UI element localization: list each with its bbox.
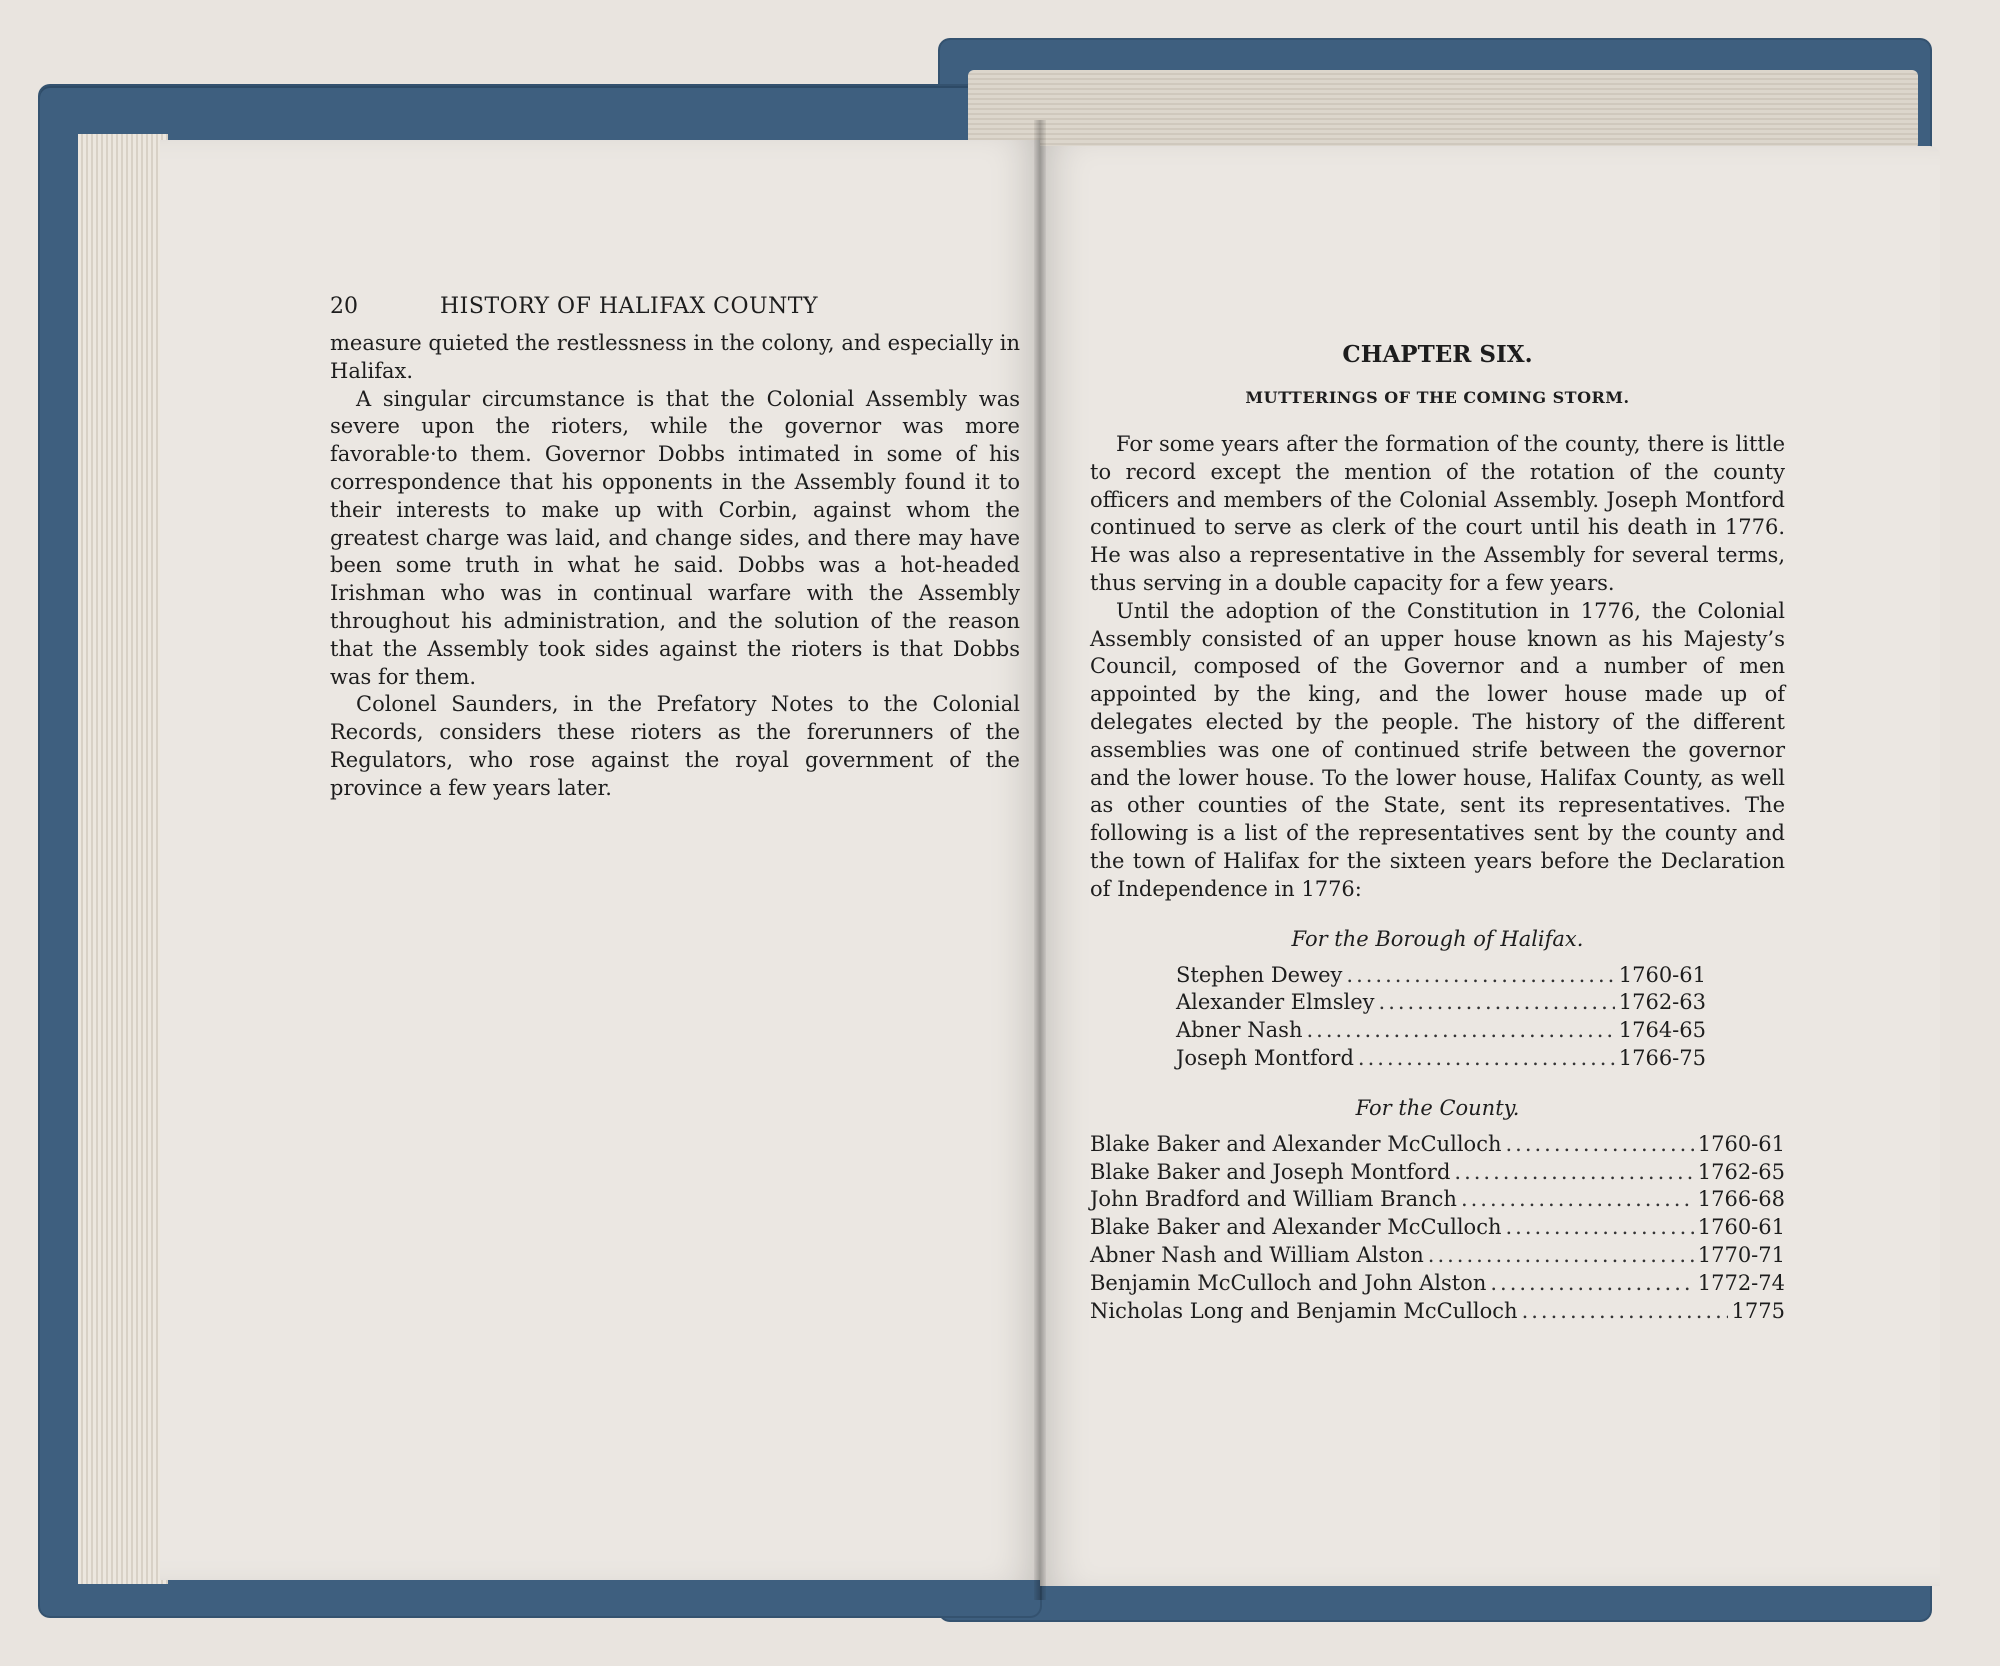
leader-dots: [1428, 1242, 1694, 1270]
rep-years: 1760-61: [1697, 1215, 1785, 1240]
county-representatives-list: [1090, 1131, 1785, 1326]
rep-years: 1764-65: [1618, 1018, 1706, 1043]
rep-years: 1762-65: [1697, 1159, 1785, 1184]
list-item: [1090, 1159, 1785, 1187]
page-edges-left: [78, 134, 168, 1584]
chapter-title: CHAPTER SIX.: [1342, 341, 1533, 368]
leader-dots: [1505, 1131, 1693, 1159]
paragraph: measure quieted the restlessness in the colony, and especially in Halifax.: [330, 331, 1020, 383]
book-gutter: [1034, 120, 1046, 1600]
paragraph: Colonel Saunders, in the Prefatory Notes to the Colonial Records, considers these rioters as the forerunners of the Regulators, who rose against the royal government of the province a few years later.: [330, 692, 1020, 800]
rep-years: 1770-71: [1697, 1242, 1785, 1267]
rep-years: 1762-63: [1618, 990, 1706, 1015]
list-item: [1176, 1045, 1706, 1073]
page-edges-top: [968, 70, 1918, 150]
rep-years: 1766-75: [1618, 1045, 1706, 1070]
borough-representatives-list: [1176, 962, 1706, 1073]
paragraph: A singular circumstance is that the Colonial Assembly was severe upon the rioters, while the governor was more favorable·to them. Governor Dobbs intimated in some of his correspondence that his opponents in the Assembly found it to their interests to make up with Corbin, against whom the greatest charge was laid, and change sides, and there may have been some truth in what he said. Dobbs was a hot-headed Irishman who was in continual warfare with the Assembly throughout his administration, and the solution of the reason that the Assembly took sides against the rioters is that Dobbs was for them.: [330, 386, 1020, 689]
right-page-body: [1090, 431, 1785, 904]
left-page-body: [330, 330, 1020, 803]
rep-name: Nicholas Long and Benjamin McCulloch: [1090, 1298, 1518, 1323]
left-page-content: [330, 292, 1020, 803]
list-item: [1090, 1214, 1785, 1242]
rep-name: Joseph Montford: [1176, 1045, 1354, 1070]
paragraph: For some years after the formation of the county, there is little to record except the mention of the rotation of the county officers and members of the Colonial Assembly. Joseph Montford continued to serve as clerk of the court until his death in 1776. He was also a representative in the Assembly for several terms, thus serving in a double capacity for a few years.: [1090, 432, 1785, 595]
leader-dots: [1306, 1017, 1614, 1045]
county-heading: For the County.: [1355, 1095, 1520, 1120]
list-item: [1176, 962, 1706, 990]
rep-years: 1760-61: [1697, 1131, 1785, 1156]
running-head-title: HISTORY OF HALIFAX COUNTY: [440, 294, 818, 319]
leader-dots: [1346, 962, 1614, 990]
rep-years: 1775: [1731, 1298, 1785, 1323]
list-item: [1090, 1242, 1785, 1270]
rep-name: Abner Nash: [1176, 1018, 1303, 1043]
list-item: [1176, 989, 1706, 1017]
list-item: [1090, 1131, 1785, 1159]
rep-name: Blake Baker and Joseph Montford: [1090, 1159, 1451, 1184]
rep-name: Blake Baker and Alexander McCulloch: [1090, 1131, 1502, 1156]
leader-dots: [1490, 1270, 1693, 1298]
right-page-content: [1090, 340, 1785, 1325]
leader-dots: [1461, 1186, 1694, 1214]
rep-name: Blake Baker and Alexander McCulloch: [1090, 1215, 1502, 1240]
list-item: [1090, 1270, 1785, 1298]
rep-years: 1772-74: [1697, 1270, 1785, 1295]
leader-dots: [1358, 1045, 1615, 1073]
rep-name: Benjamin McCulloch and John Alston: [1090, 1270, 1487, 1295]
borough-heading: For the Borough of Halifax.: [1291, 926, 1584, 951]
rep-name: Alexander Elmsley: [1176, 990, 1375, 1015]
rep-name: John Bradford and William Branch: [1090, 1187, 1457, 1212]
rep-name: Stephen Dewey: [1176, 962, 1343, 987]
rep-years: 1760-61: [1618, 962, 1706, 987]
paragraph: Until the adoption of the Constitution in 1776, the Colonial Assembly consisted of an upper house known as his Majesty’s Council, composed of the Governor and a number of men appointed by the king, and the lower house made up of delegates elected by the people. The history of the different assemblies was one of continued strife between the governor and the lower house. To the lower house, Halifax County, as well as other counties of the State, sent its representatives. The following is a list of the representatives sent by the county and the town of Halifax for the sixteen years before the Declaration of Independence in 1776:: [1090, 598, 1785, 901]
running-head: [330, 292, 1020, 322]
rep-years: 1766-68: [1697, 1187, 1785, 1212]
list-item: [1090, 1186, 1785, 1214]
list-item: [1176, 1017, 1706, 1045]
page-number: 20: [330, 294, 358, 319]
leader-dots: [1505, 1214, 1693, 1242]
list-item: [1090, 1298, 1785, 1326]
leader-dots: [1522, 1298, 1728, 1326]
chapter-subtitle: MUTTERINGS OF THE COMING STORM.: [1245, 388, 1630, 407]
leader-dots: [1379, 989, 1615, 1017]
leader-dots: [1454, 1159, 1693, 1187]
rep-name: Abner Nash and William Alston: [1090, 1242, 1424, 1267]
